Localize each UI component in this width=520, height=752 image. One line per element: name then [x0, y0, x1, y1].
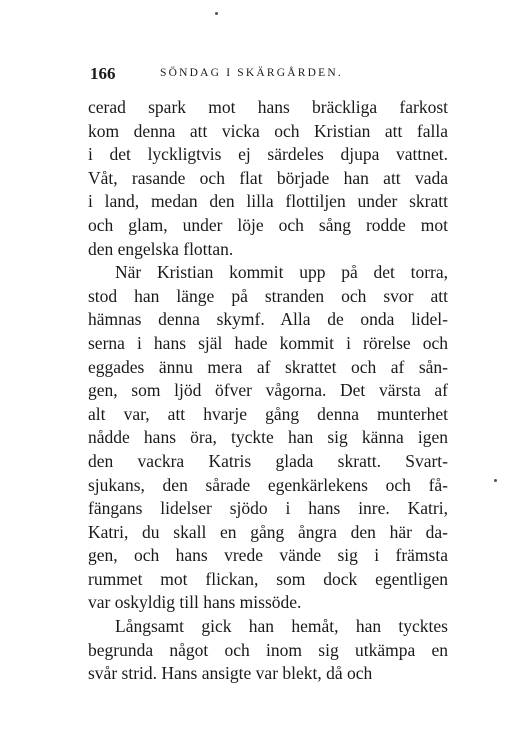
text-line: gen, som ljöd öfver vågorna. Det värsta af	[88, 380, 448, 401]
print-speck	[215, 12, 218, 15]
text-line: svår strid. Hans ansigte var blekt, då och	[88, 663, 373, 684]
text-line: Våt, rasande och flat började han att vada	[88, 167, 448, 188]
text-line: sjukans, den sårade egenkärlekens och få-	[88, 474, 448, 495]
paragraph	[88, 261, 448, 615]
page-number: 166	[90, 64, 116, 83]
paragraph	[88, 96, 448, 261]
body-text	[88, 96, 448, 686]
text-line: nådde hans öra, tyckte han sig känna igen	[88, 427, 448, 448]
text-line: den engelska flottan.	[88, 238, 234, 259]
text-line: cerad spark mot hans bräckliga farkost	[88, 97, 448, 117]
text-line: begrunda något och inom sig utkämpa en	[88, 639, 448, 660]
text-line: kom denna att vicka och Kristian att falla	[88, 120, 448, 141]
text-line: Långsamt gick han hemåt, han tycktes	[115, 616, 448, 637]
text-line: hämnas denna skymf. Alla de onda lidel-	[88, 309, 448, 330]
text-line: eggades ännu mera af skrattet och af sån-	[88, 356, 448, 377]
text-line: serna i hans själ hade kommit i rörelse och	[88, 332, 448, 353]
text-line: var oskyldig till hans missöde.	[88, 592, 302, 613]
paragraph	[88, 615, 448, 686]
text-line: rummet mot flickan, som dock egentligen	[88, 568, 448, 589]
text-line: och glam, under löje och sång rodde mot	[88, 214, 448, 235]
text-line: stod han länge på stranden och svor att	[88, 285, 448, 306]
print-speck	[494, 479, 497, 482]
text-line: fängans lidelser sjödo i hans inre. Katri,	[88, 498, 448, 519]
text-line: gen, och hans vrede vände sig i främsta	[88, 545, 448, 566]
page-header	[90, 64, 440, 84]
text-line: i land, medan den lilla flottiljen under skratt	[88, 191, 448, 212]
text-line: När Kristian kommit upp på det torra,	[115, 262, 448, 283]
text-line: den vackra Katris glada skratt. Svart-	[88, 450, 448, 471]
text-line: Katri, du skall en gång ångra den här da-	[88, 521, 448, 542]
text-line: i det lyckligtvis ej särdeles djupa vattnet.	[88, 144, 448, 165]
text-line: alt var, att hvarje gång denna munterhet	[88, 403, 448, 424]
running-title: SÖNDAG I SKÄRGÅRDEN.	[160, 67, 343, 79]
